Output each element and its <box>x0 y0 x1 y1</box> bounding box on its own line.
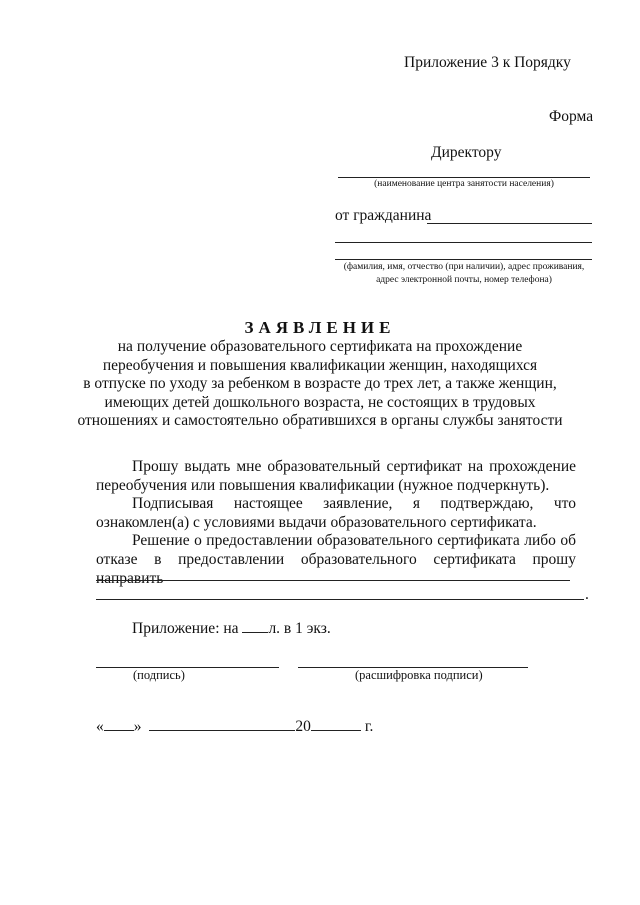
application-title-block <box>60 318 580 431</box>
confirmation-paragraph: Подписывая настоящее заявление, я подтверждаю, что ознакомлен(а) с условиями выдачи образовательного сертификата. <box>96 495 576 531</box>
date-open-quote: « <box>96 718 104 735</box>
date-month-field[interactable] <box>149 716 295 731</box>
citizen-caption-line-1: (фамилия, имя, отчество (при наличии), адрес проживания, <box>343 262 585 272</box>
from-citizen-label: от гражданина <box>335 207 432 224</box>
application-subtitle <box>60 338 580 431</box>
subtitle-line: в отпуске по уходу за ребенком в возрасте до трех лет, а также женщин, <box>83 375 557 392</box>
subtitle-line: переобучения и повышения квалификации женщин, находящихся <box>102 356 538 374</box>
date-year-suffix: г. <box>364 718 374 735</box>
form-label: Форма <box>549 108 594 125</box>
delivery-address-line-1[interactable] <box>96 580 570 581</box>
application-title: ЗАЯВЛЕНИЕ <box>244 318 396 337</box>
signature-decode-caption: (расшифровка подписи) <box>355 668 483 682</box>
signature-caption: (подпись) <box>133 668 185 682</box>
citizen-line-3[interactable] <box>335 259 592 260</box>
citizen-details-caption <box>330 261 598 287</box>
subtitle-line: отношениях и самостоятельно обратившихся в органы службы занятости <box>77 412 563 429</box>
signature-line[interactable] <box>96 667 279 668</box>
decision-delivery-paragraph: Решение о предоставлении образовательного сертификата либо об отказе в предоставлении образовательного сертификата прошу направить <box>96 532 576 587</box>
annex-sheets-field[interactable] <box>242 618 268 633</box>
employment-center-caption: (наименование центра занятости населения) <box>374 179 554 189</box>
request-paragraph: Прошу выдать мне образовательный сертификат на прохождение переобучения или повышения квалификации (нужное подчеркнуть). <box>96 458 576 494</box>
date-year-prefix: 20 <box>295 718 311 735</box>
application-body <box>96 458 576 588</box>
citizen-line-2[interactable] <box>335 242 592 243</box>
date-close-quote: » <box>133 718 142 735</box>
address-end-dot: . <box>585 586 589 603</box>
citizen-name-line[interactable] <box>427 223 592 224</box>
annex-line <box>132 618 331 638</box>
addressee-director: Директору <box>431 144 502 161</box>
date-day-field[interactable] <box>104 716 134 731</box>
delivery-address-line-2[interactable] <box>96 599 584 600</box>
subtitle-line: на получение образовательного сертификата на прохождение <box>117 338 523 355</box>
annex-prefix: Приложение: на <box>132 620 239 637</box>
citizen-caption-line-2: адрес электронной почты, номер телефона) <box>376 275 552 285</box>
annex-suffix: л. в 1 экз. <box>268 620 331 637</box>
date-line <box>96 716 373 736</box>
subtitle-line: имеющих детей дошкольного возраста, не состоящих в трудовых <box>104 393 536 411</box>
date-year-field[interactable] <box>311 716 361 731</box>
appendix-reference: Приложение 3 к Порядку <box>404 54 571 71</box>
